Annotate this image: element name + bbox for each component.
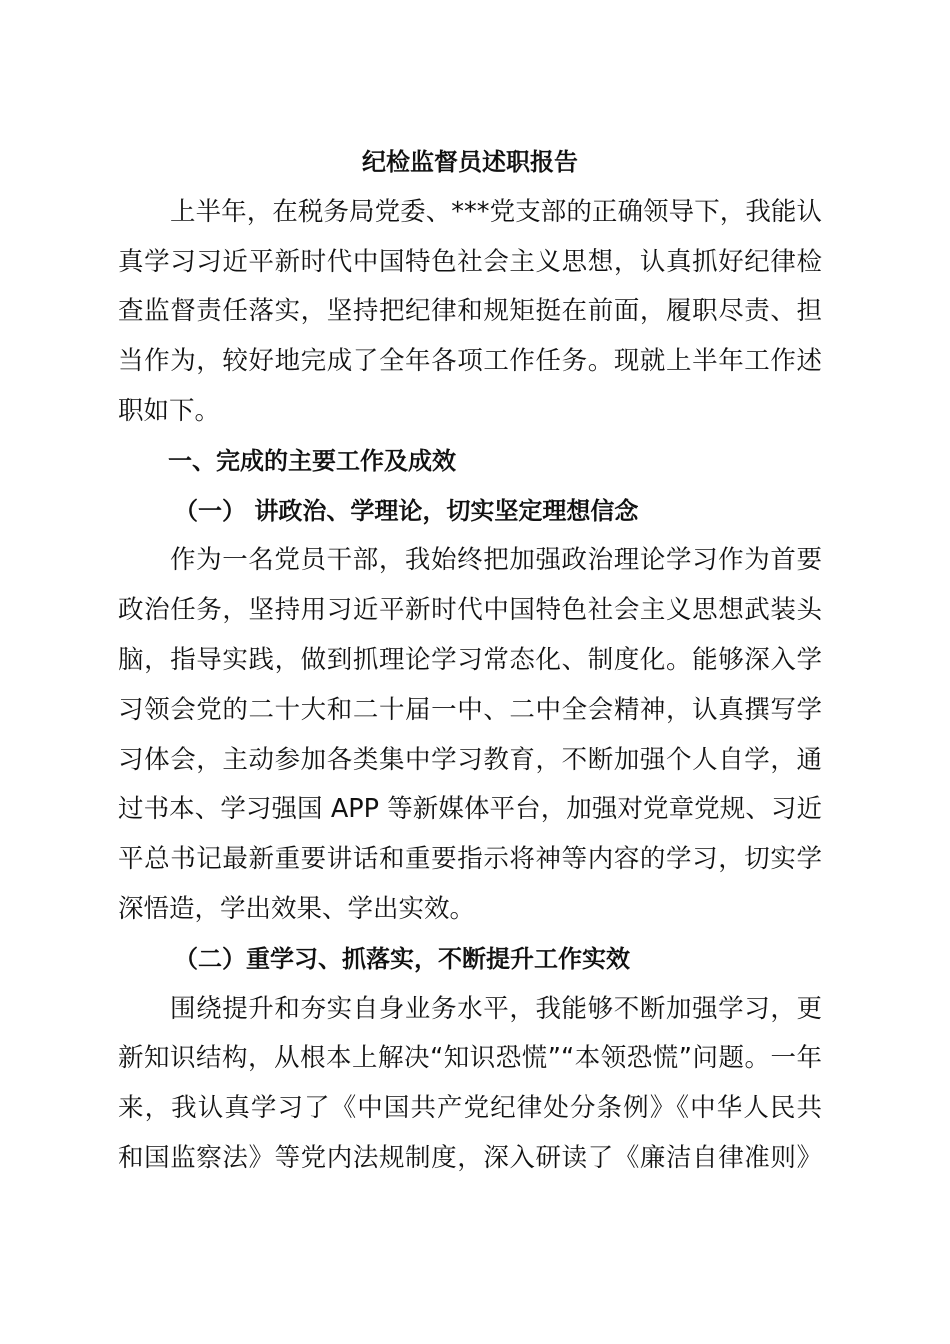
document-title: 纪检监督员述职报告 — [362, 148, 578, 176]
text-line: 习体会，主动参加各类集中学习教育，不断加强个人自学，通 — [118, 744, 822, 775]
section-heading: 一、完成的主要工作及成效 — [168, 446, 456, 475]
paragraph-intro — [118, 188, 822, 437]
paragraph-study — [118, 985, 822, 1184]
text-line: 上半年，在税务局党委、***党支部的正确领导下，我能认 — [170, 196, 822, 227]
text-line: 过书本、学习强国 APP 等新媒体平台，加强对党章党规、习近 — [118, 794, 822, 825]
text-line: 政治任务，坚持用习近平新时代中国特色社会主义思想武装头 — [118, 595, 822, 626]
subsection-heading: （一） 讲政治、学理论，切实坚定理想信念 — [174, 496, 639, 525]
text-line: 脑，指导实践，做到抓理论学习常态化、制度化。能够深入学 — [118, 644, 822, 675]
text-line: 来，我认真学习了《中国共产党纪律处分条例》《中华人民共 — [118, 1093, 822, 1124]
text-line: 职如下。 — [118, 395, 221, 426]
text-line: 习领会党的二十大和二十届一中、二中全会精神，认真撰写学 — [118, 694, 822, 725]
text-line: 新知识结构，从根本上解决“知识恐慌”“本领恐慌”问题。一年 — [118, 1043, 822, 1074]
text-line: 围绕提升和夯实自身业务水平，我能够不断加强学习，更 — [170, 993, 822, 1024]
subsection-heading: （二）重学习、抓落实，不断提升工作实效 — [174, 944, 630, 973]
text-line: 作为一名党员干部，我始终把加强政治理论学习作为首要 — [170, 545, 822, 576]
text-line: 和国监察法》等党内法规制度，深入研读了《廉洁自律准则》 — [118, 1142, 822, 1173]
text-line: 深悟造，学出效果、学出实效。 — [118, 893, 476, 924]
document-page — [118, 138, 822, 1184]
paragraph-politics — [118, 536, 822, 934]
text-line: 当作为，较好地完成了全年各项工作任务。现就上半年工作述 — [118, 346, 822, 377]
text-line: 查监督责任落实，坚持把纪律和规矩挺在前面，履职尽责、担 — [118, 296, 822, 327]
text-line: 平总书记最新重要讲话和重要指示将神等内容的学习，切实学 — [118, 844, 822, 875]
text-line: 真学习习近平新时代中国特色社会主义思想，认真抓好纪律检 — [118, 246, 822, 277]
